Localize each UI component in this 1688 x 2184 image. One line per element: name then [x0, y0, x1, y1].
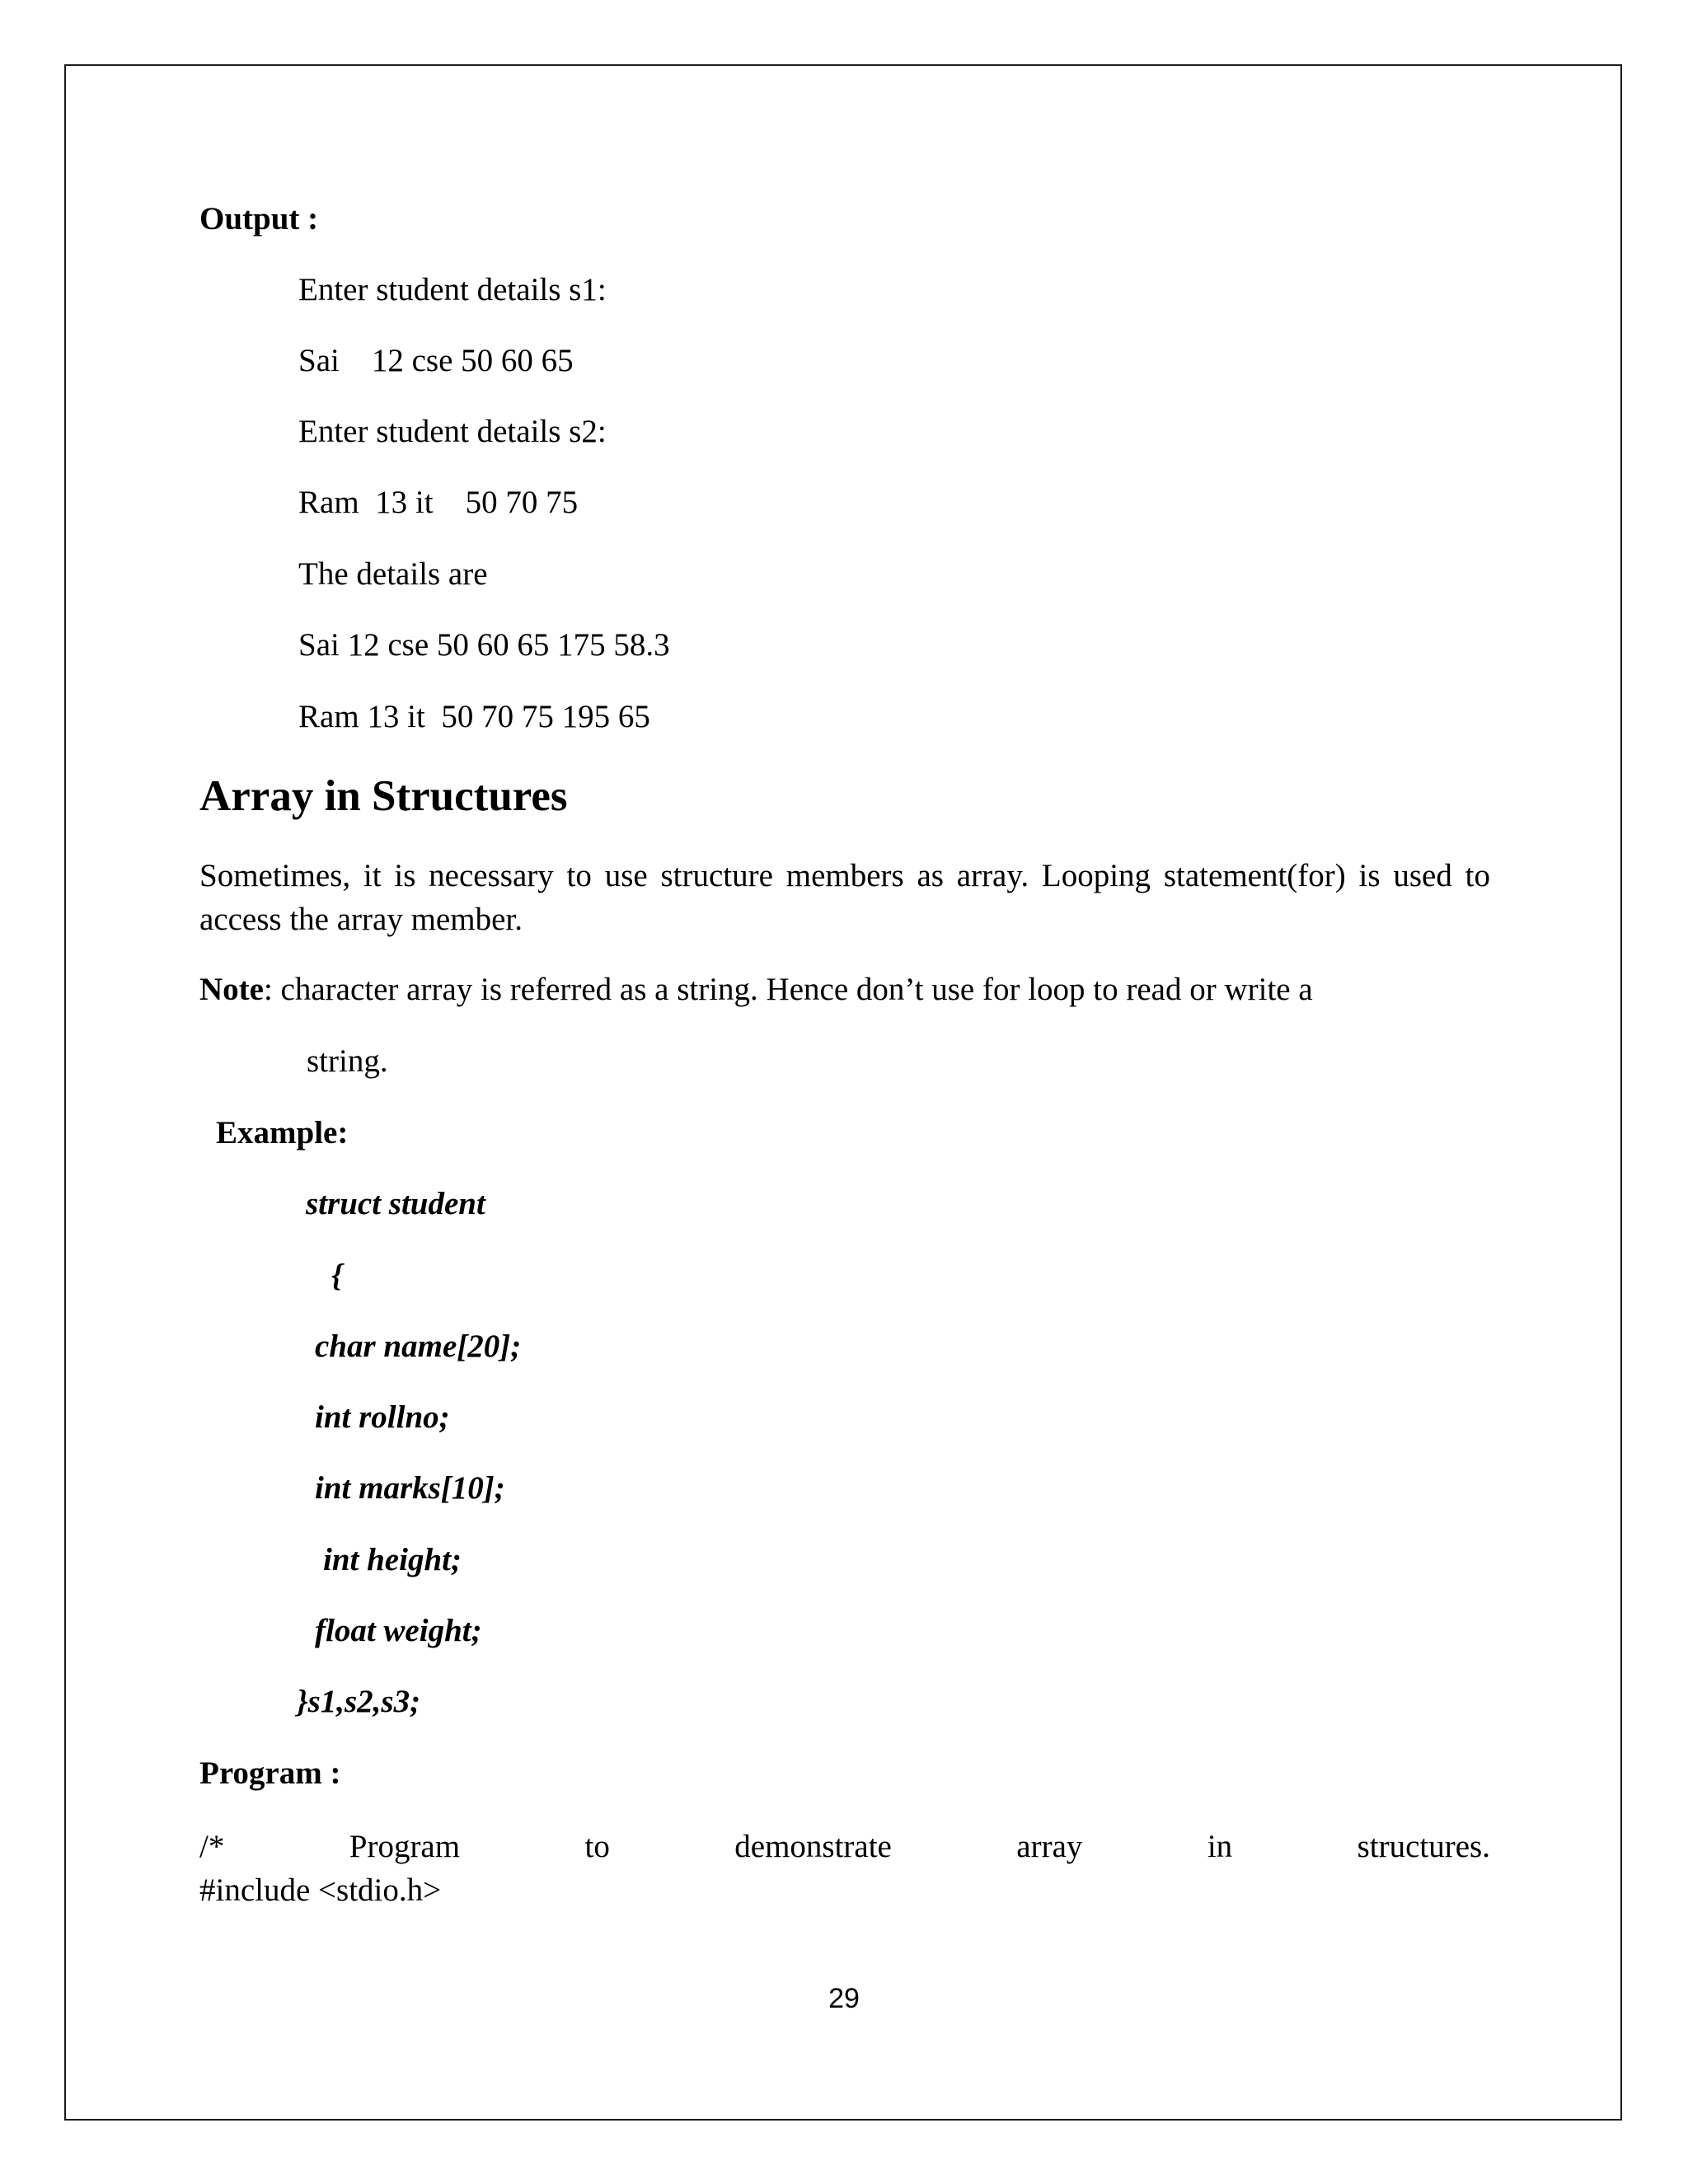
code-line: char name[20];: [315, 1329, 522, 1364]
example-heading: Example:: [216, 1115, 349, 1151]
code-line: {: [331, 1258, 343, 1293]
program-comment-line: [199, 1825, 1490, 1868]
note-continuation: string.: [307, 1043, 388, 1079]
note-text: : character array is referred as a string. Hence don’t use for loop to read or write a: [263, 972, 1313, 1007]
intro-paragraph: [199, 854, 1490, 941]
comment-word: array: [1016, 1829, 1083, 1864]
output-line: The details are: [298, 556, 488, 592]
comment-word: Program: [349, 1829, 461, 1864]
comment-word: to: [584, 1829, 610, 1864]
output-line: Enter student details s1:: [298, 272, 607, 307]
code-line: struct student: [306, 1186, 485, 1221]
program-heading: Program :: [199, 1755, 341, 1791]
comment-word: demonstrate: [734, 1829, 892, 1864]
section-title: Array in Structures: [199, 772, 568, 820]
intro-paragraph-text: Sometimes, it is necessary to use structure members as array. Looping statement(for) is used to access the array member.: [199, 858, 1490, 937]
comment-word: structures.: [1357, 1829, 1490, 1864]
note-line: [199, 973, 1313, 1005]
code-line: int rollno;: [315, 1399, 450, 1435]
output-line: Sai 12 cse 50 60 65 175 58.3: [298, 627, 670, 663]
program-include-line: #include <stdio.h>: [199, 1872, 442, 1908]
output-line: Ram 13 it 50 70 75 195 65: [298, 699, 650, 734]
note-label: Note: [199, 972, 264, 1007]
output-line: Enter student details s2:: [298, 414, 607, 449]
code-line: }s1,s2,s3;: [297, 1684, 421, 1719]
output-line: Ram 13 it 50 70 75: [298, 485, 579, 520]
code-line: float weight;: [315, 1613, 482, 1648]
code-line: int marks[10];: [315, 1470, 505, 1506]
program-code: [199, 1825, 1490, 1912]
page-number: 29: [828, 1983, 860, 2014]
output-line: Sai 12 cse 50 60 65: [298, 343, 574, 378]
comment-word: in: [1207, 1829, 1233, 1864]
comment-word: /*: [199, 1829, 225, 1864]
output-heading: Output :: [199, 201, 319, 237]
code-line: int height;: [323, 1542, 462, 1577]
